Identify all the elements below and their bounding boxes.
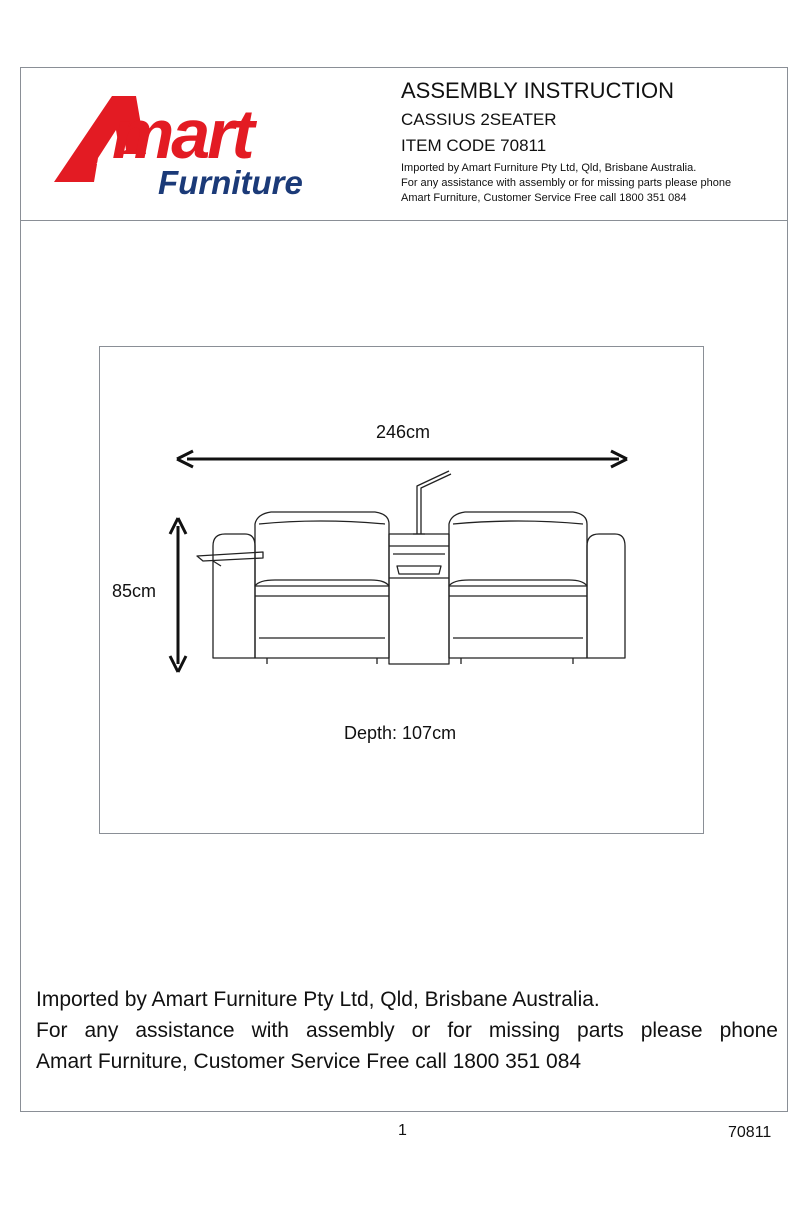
width-arrow: [177, 451, 627, 467]
footer-assist-line1: For any assistance with assembly or for missing parts please phone: [36, 1019, 778, 1042]
assist-note-line1: For any assistance with assembly or for missing parts please phone: [401, 177, 732, 189]
sofa-dimension-diagram: [99, 346, 704, 834]
import-note: Imported by Amart Furniture Pty Ltd, Qld, Brisbane Australia.: [401, 162, 697, 174]
svg-text:mart: mart: [112, 95, 252, 173]
footer-item-code: 70811: [728, 1124, 772, 1141]
height-arrow: [170, 518, 186, 672]
assist-note-line2: Amart Furniture, Customer Service Free call 1800 351 084: [401, 192, 687, 204]
document-title: ASSEMBLY INSTRUCTION: [401, 78, 675, 103]
header-divider: [20, 220, 788, 221]
amart-furniture-logo: [50, 84, 340, 204]
width-label: 246cm: [376, 422, 431, 442]
footer-import-note: Imported by Amart Furniture Pty Ltd, Qld, Brisbane Australia.: [36, 988, 600, 1011]
height-label: 85cm: [112, 581, 157, 601]
sofa-drawing: [197, 471, 625, 664]
page-number: 1: [398, 1122, 407, 1139]
svg-text:Furniture: Furniture: [158, 164, 303, 201]
footer-assist-line2: Amart Furniture, Customer Service Free call 1800 351 084: [36, 1050, 582, 1073]
depth-label: Depth: 107cm: [344, 723, 457, 743]
product-name: CASSIUS 2SEATER: [401, 110, 557, 129]
item-code: ITEM CODE 70811: [401, 136, 547, 155]
